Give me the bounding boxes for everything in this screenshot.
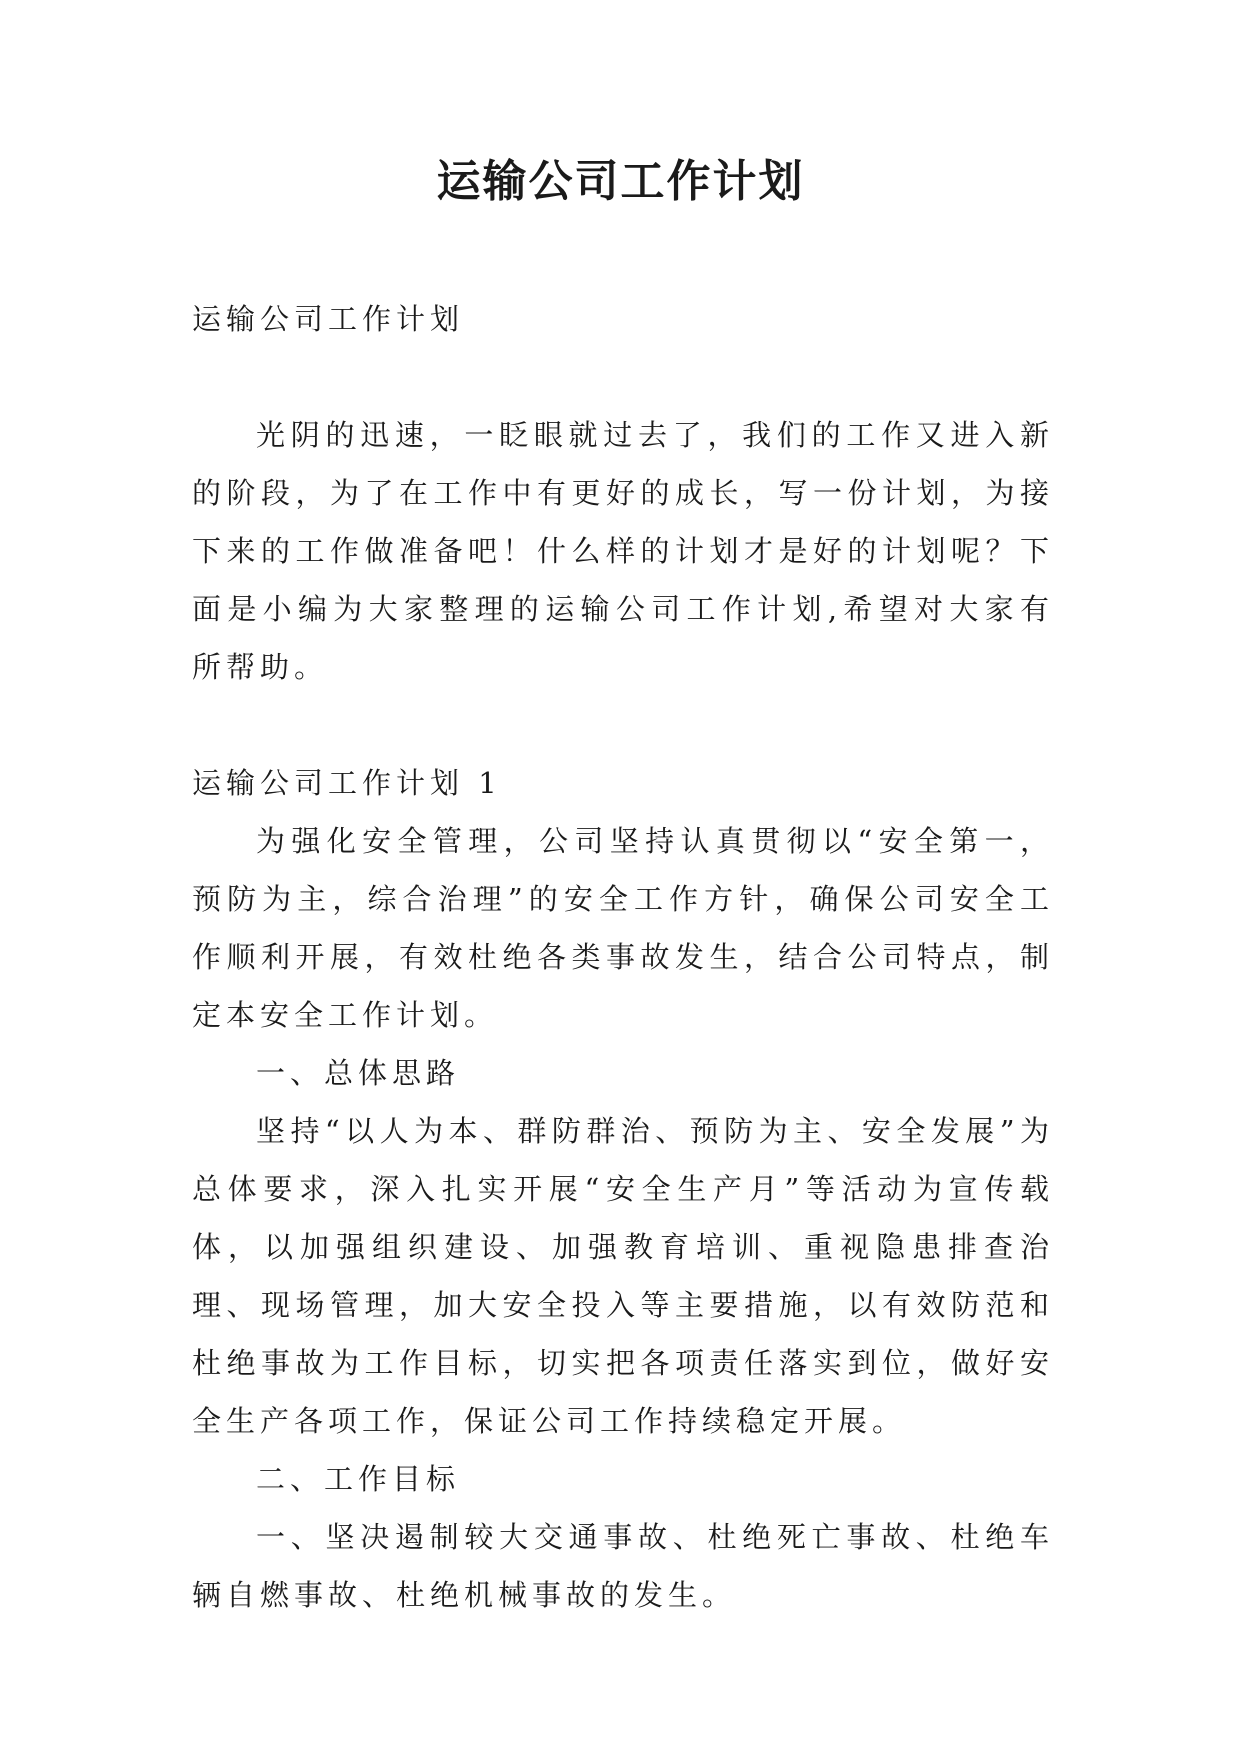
section-paragraph-3: 一、坚决遏制较大交通事故、杜绝死亡事故、杜绝车辆自燃事故、杜绝机械事故的发生。 xyxy=(192,1520,1054,1612)
subheading-1: 一、总体思路 xyxy=(256,1056,461,1090)
section-paragraph-1: 为强化安全管理，公司坚持认真贯彻以“安全第一，预防为主，综合治理”的安全工作方针，确保公司安全工作顺利开展，有效杜绝各类事故发生，结合公司特点，制定本安全工作计划。 xyxy=(192,824,1054,1032)
section-heading: 运输公司工作计划 1 xyxy=(192,766,502,800)
document-subtitle: 运输公司工作计划 xyxy=(192,302,465,336)
section-paragraph-2: 坚持“以人为本、群防群治、预防为主、安全发展”为总体要求，深入扎实开展“安全生产月”等活动为宣传载体，以加强组织建设、加强教育培训、重视隐患排查治理、现场管理，加大安全投入等主要措施，以有效防范和杜绝事故为工作目标，切实把各项责任落实到位，做好安全生产各项工作，保证公司工作持续稳定开展。 xyxy=(192,1114,1054,1438)
subheading-2: 二、工作目标 xyxy=(256,1462,461,1496)
document-title: 运输公司工作计划 xyxy=(436,156,805,207)
document-body xyxy=(192,290,1054,1624)
intro-paragraph: 光阴的迅速，一眨眼就过去了，我们的工作又进入新的阶段，为了在工作中有更好的成长，写一份计划，为接下来的工作做准备吧！什么样的计划才是好的计划呢？下面是小编为大家整理的运输公司工作计划,希望对大家有所帮助。 xyxy=(192,418,1054,684)
